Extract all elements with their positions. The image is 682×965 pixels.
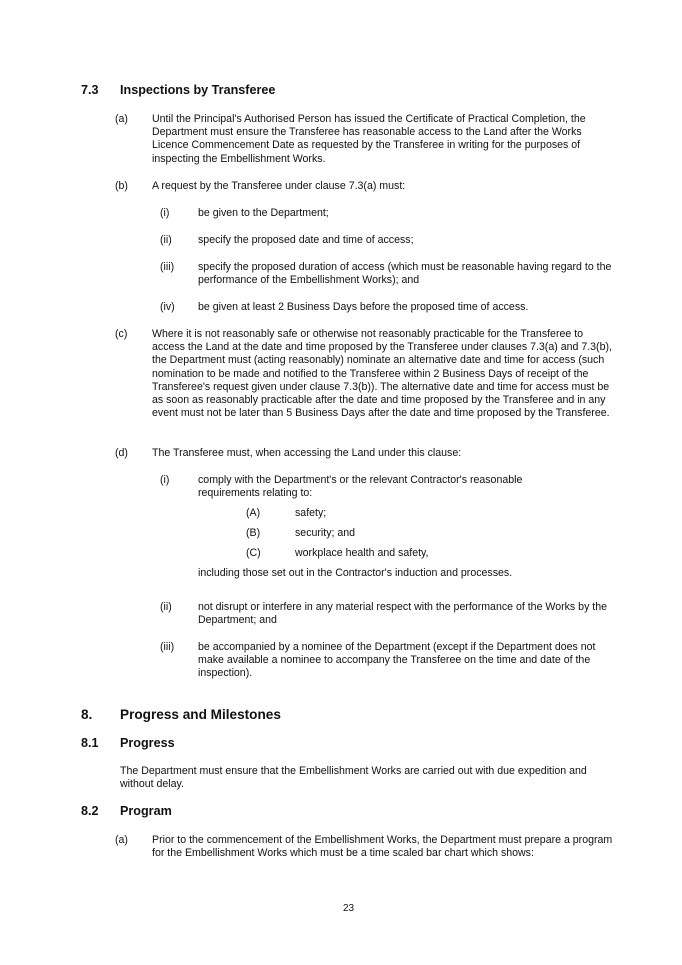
subclause-label: (ii)	[160, 601, 172, 613]
subclause-text: specify the proposed duration of access (which must be reasonable having regard to the performance of the Embellishment Works); and	[198, 261, 612, 287]
subclause-label: (i)	[160, 474, 170, 486]
clause-label: (b)	[115, 180, 128, 192]
subclause-label: (iii)	[160, 261, 175, 273]
section-number: 8.	[81, 707, 93, 722]
clause-label: (a)	[115, 834, 128, 846]
section-title: Progress and Milestones	[120, 707, 281, 722]
clause-text: Prior to the commencement of the Embellishment Works, the Department must prepare a program for the Embellishment Works which must be a time scaled bar chart which shows:	[152, 834, 613, 860]
subclause-label: (ii)	[160, 234, 172, 246]
section-title: Progress	[120, 736, 175, 750]
subclause-text: be accompanied by a nominee of the Department (except if the Department does not make available a nominee to accompany the Transferee on the time and date of the inspection).	[198, 641, 596, 680]
subclause-continuation: including those set out in the Contractor's induction and processes.	[198, 567, 513, 579]
section-title: Program	[120, 804, 172, 818]
clause-label: (a)	[115, 113, 128, 125]
paragraph-text: security; and	[295, 527, 356, 539]
paragraph-label: (B)	[246, 527, 261, 539]
paragraph-label: (A)	[246, 507, 261, 519]
subclause-text: be given to the Department;	[198, 207, 329, 219]
paragraph-text: safety;	[295, 507, 327, 519]
clause-label: (c)	[115, 328, 128, 340]
section-title: Inspections by Transferee	[120, 83, 276, 97]
subclause-text: be given at least 2 Business Days before the proposed time of access.	[198, 301, 529, 313]
subclause-text: comply with the Department's or the relevant Contractor's reasonable requirements relating to:	[198, 474, 523, 500]
subclause-text: not disrupt or interfere in any material respect with the performance of the Works by the Department; and	[198, 601, 608, 627]
page-number: 23	[342, 903, 355, 914]
subclause-text: specify the proposed date and time of access;	[198, 234, 414, 246]
paragraph-text: workplace health and safety,	[295, 547, 429, 559]
section-number: 8.2	[81, 804, 99, 818]
subclause-label: (i)	[160, 207, 170, 219]
clause-text: Where it is not reasonably safe or otherwise not reasonably practicable for the Transferee to access the Land at the date and time proposed by the Transferee under clauses 7.3(a) and 7.3(b), the Department must (acting reasonably) nominate an alternative date and time for access (such nomination to be made and notified to the Transferee within 2 Business Days of receipt of the Transferee's request given under clause 7.3(b)). The alternative date and time for access must be as soon as reasonably practicable after the date and time proposed by the Transferee and in any event must not be later than 5 Business Days after the date and time proposed by the Transferee.	[152, 328, 612, 420]
clause-label: (d)	[115, 447, 128, 459]
section-number: 8.1	[81, 736, 99, 750]
subclause-label: (iv)	[160, 301, 175, 313]
subclause-label: (iii)	[160, 641, 175, 653]
section-number: 7.3	[81, 83, 99, 97]
section-text: The Department must ensure that the Embellishment Works are carried out with due expedition and without delay.	[120, 765, 587, 791]
clause-text: Until the Principal's Authorised Person has issued the Certificate of Practical Completion, the Department must ensure the Transferee has reasonable access to the Land after the Works Licence Commencement Date as requested by the Transferee in writing for the purposes of inspecting the Embellishment Works.	[152, 113, 586, 165]
clause-text: A request by the Transferee under clause 7.3(a) must:	[152, 180, 406, 192]
clause-text: The Transferee must, when accessing the Land under this clause:	[152, 447, 462, 459]
paragraph-label: (C)	[246, 547, 261, 559]
